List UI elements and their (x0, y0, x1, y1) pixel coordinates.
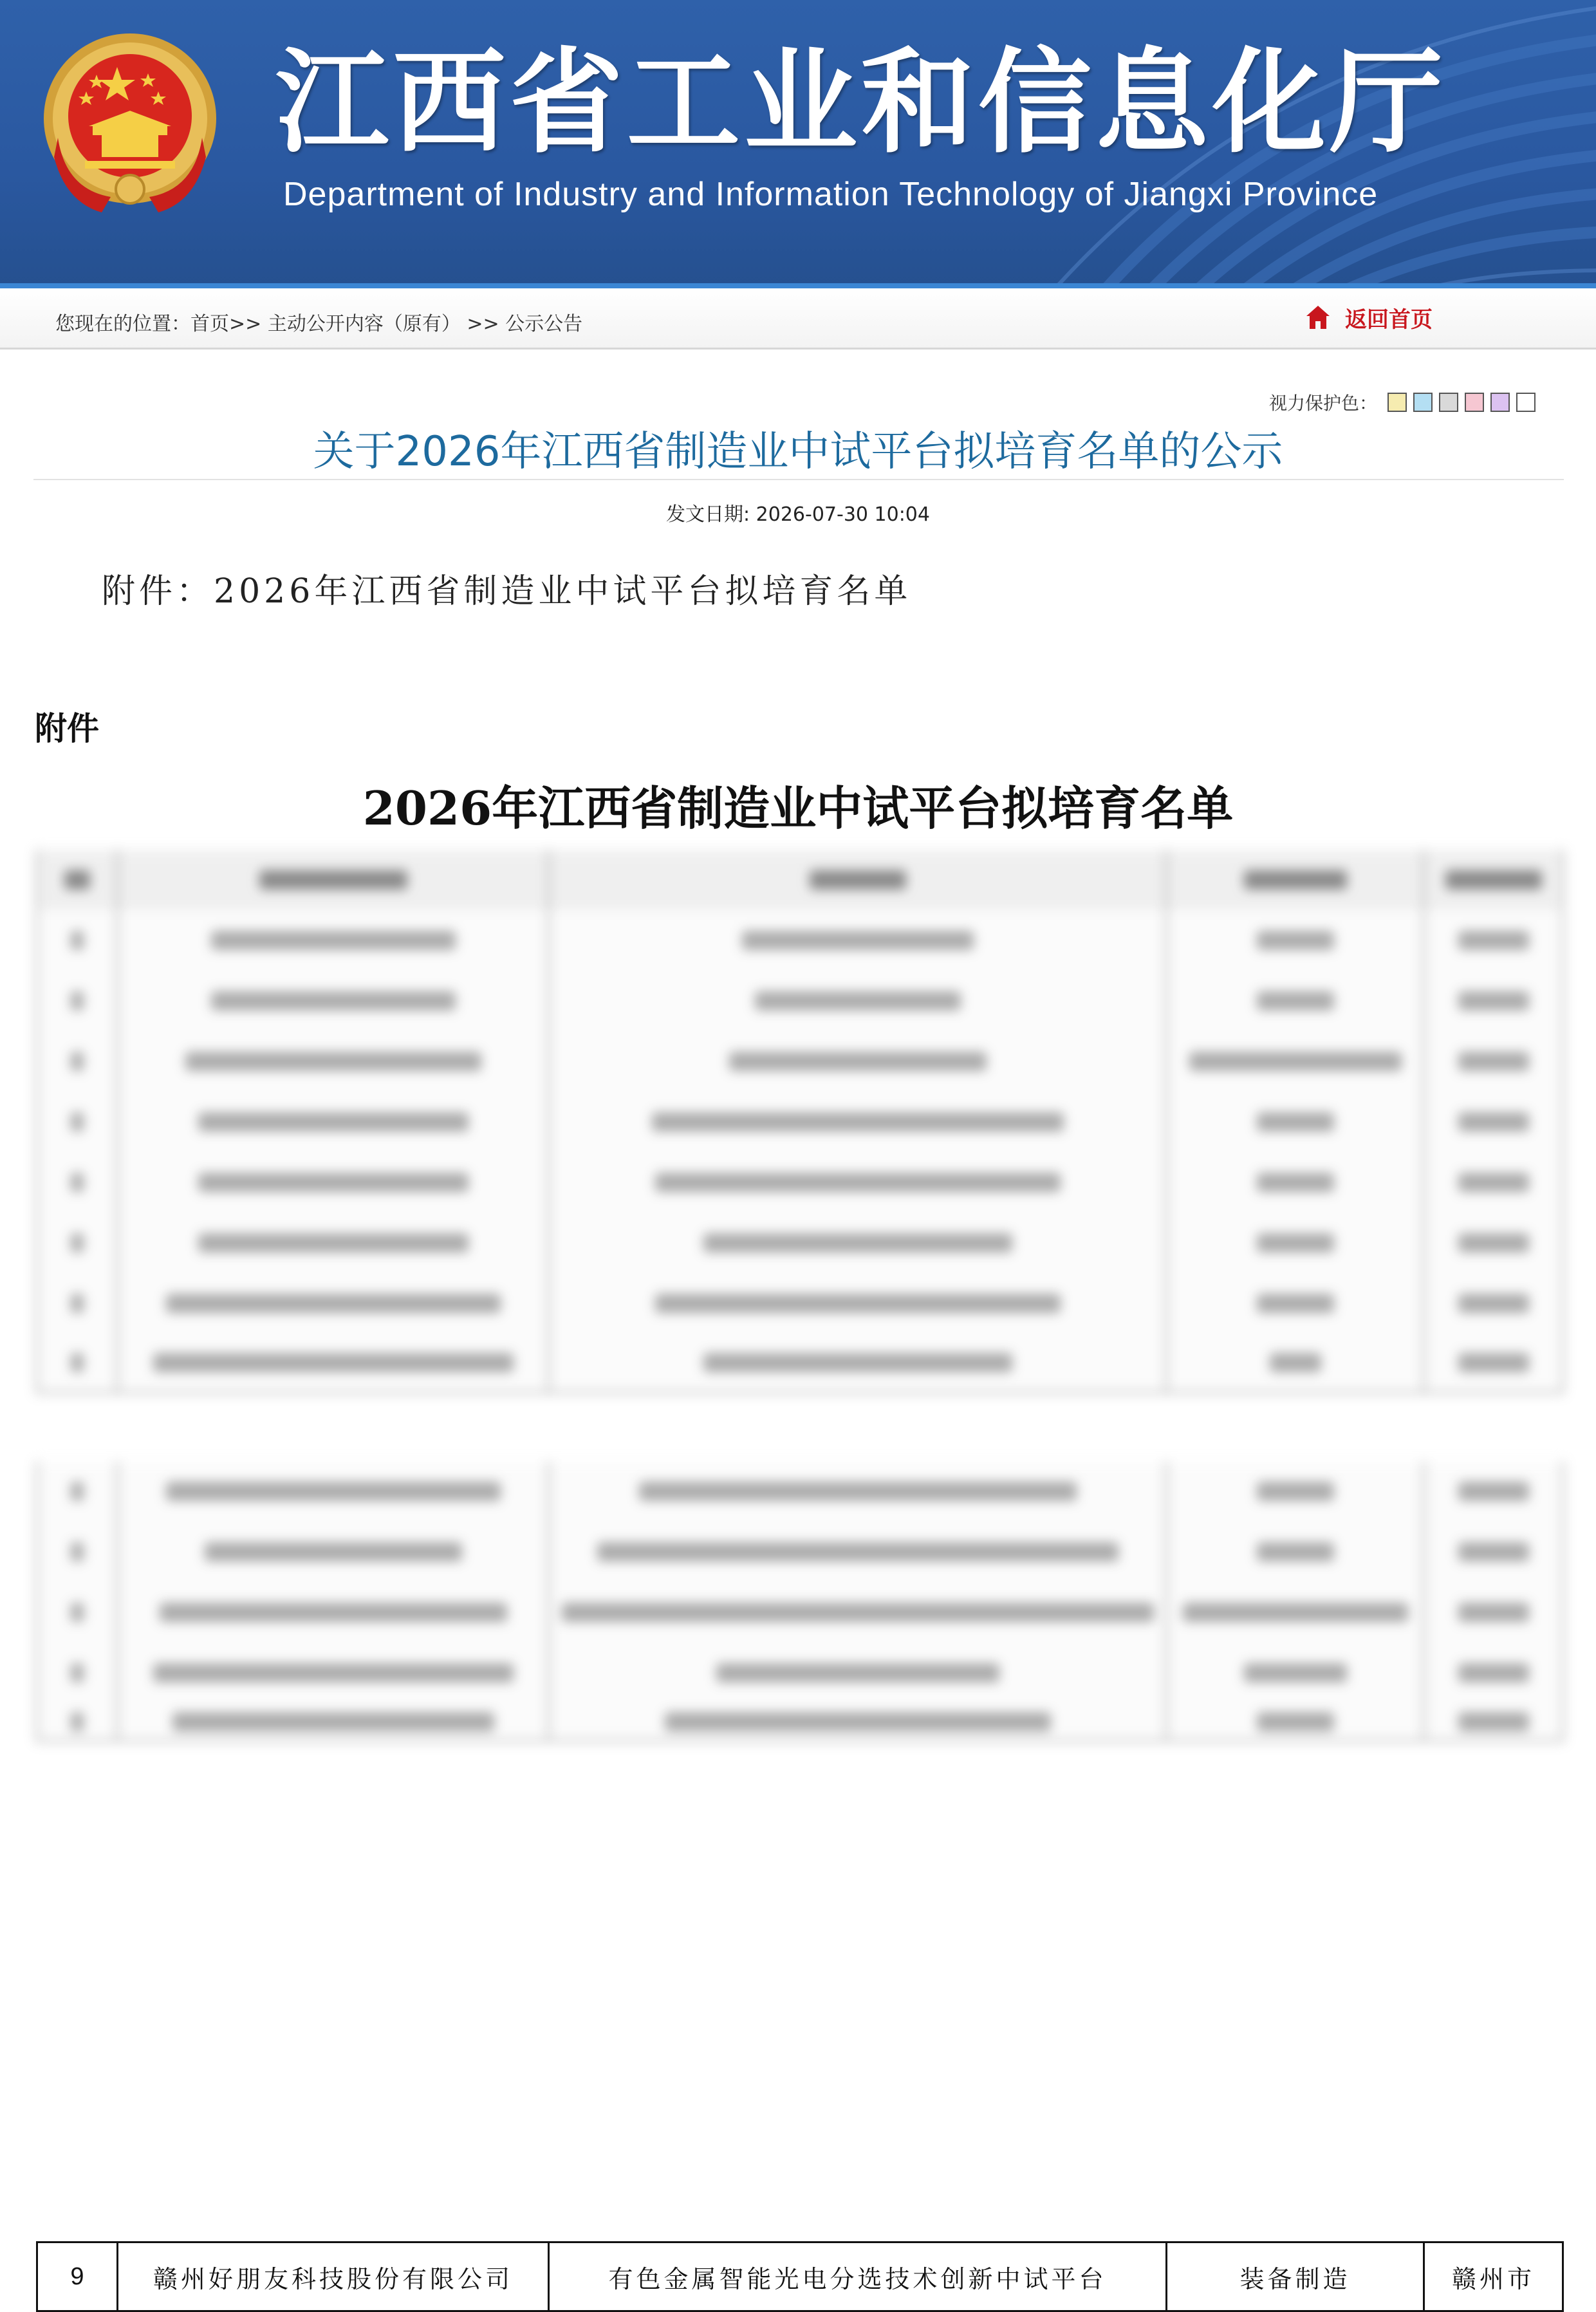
obscured-text (1458, 931, 1529, 950)
obscured-text (1458, 1112, 1529, 1132)
obscured-text (1458, 1542, 1529, 1562)
obscured-text (1458, 1482, 1529, 1501)
obscured-text (1183, 1603, 1408, 1622)
return-home-label: 返回首页 (1345, 306, 1433, 333)
table-row (36, 971, 1564, 1033)
obscured-text (71, 1712, 84, 1731)
table-cell (36, 971, 118, 1031)
obscured-text (153, 1353, 514, 1372)
table-cell (550, 1152, 1167, 1213)
table-row (36, 1273, 1564, 1336)
obscured-text (71, 1603, 84, 1622)
obscured-text (211, 991, 456, 1011)
eye-protection-selector (1269, 390, 1536, 415)
obscured-text (655, 1294, 1061, 1313)
table-cell (1167, 1703, 1425, 1740)
obscured-text (1458, 1233, 1529, 1253)
return-home-link[interactable] (1305, 303, 1433, 332)
table-cell (36, 1092, 118, 1152)
table-cell (118, 1031, 550, 1092)
article-title: 关于2026年江西省制造业中试平台拟培育名单的公示 (313, 428, 1283, 476)
obscured-text (1458, 1663, 1529, 1683)
obscured-text (71, 1173, 84, 1192)
table-cell (1167, 850, 1425, 910)
table-cell (1425, 971, 1564, 1031)
obscured-text (1458, 1603, 1529, 1622)
swatch-blue[interactable] (1413, 393, 1433, 412)
obscured-text (71, 1353, 84, 1372)
obscured-text (742, 931, 974, 950)
table-cell (550, 1031, 1167, 1092)
site-title: 江西省工业和信息化厅 (275, 37, 1447, 169)
table-cell (36, 910, 118, 971)
obscured-text (1257, 991, 1334, 1011)
obscured-text (1458, 1712, 1529, 1731)
table-cell (1167, 1213, 1425, 1273)
table-row (36, 1152, 1564, 1215)
obscured-text (1458, 991, 1529, 1011)
obscured-text (160, 1603, 507, 1622)
table-row (36, 1643, 1564, 1705)
obscured-text (166, 1294, 501, 1313)
obscured-text (703, 1353, 1012, 1372)
obscured-text (1458, 1353, 1529, 1372)
table-row (36, 1522, 1564, 1584)
table-cell (550, 910, 1167, 971)
obscured-text (71, 1233, 84, 1253)
cell-platform: 有色金属智能光电分选技术创新中试平台 (550, 2243, 1167, 2310)
table-cell (36, 1643, 118, 1703)
table-row (36, 1703, 1564, 1742)
attachment-link[interactable]: 附件：2026年江西省制造业中试平台拟培育名单 (102, 572, 912, 611)
table-cell (550, 971, 1167, 1031)
table-cell (118, 910, 550, 971)
swatch-gray[interactable] (1439, 393, 1458, 412)
table-header-row (36, 850, 1564, 912)
obscured-text (1257, 1482, 1334, 1501)
table-cell (1167, 971, 1425, 1031)
breadcrumb-bar (0, 288, 1596, 350)
candidate-table (36, 850, 1564, 2293)
table-cell (1425, 1334, 1564, 1392)
cell-company: 赣州好朋友科技股份有限公司 (118, 2243, 550, 2310)
header-banner (0, 0, 1596, 288)
obscured-text (71, 1294, 84, 1313)
table-cell (550, 1703, 1167, 1740)
table-cell (550, 1582, 1167, 1643)
banner-bottom-strip (0, 283, 1596, 288)
national-emblem-logo (40, 28, 220, 221)
table-cell (118, 1092, 550, 1152)
obscured-text (1244, 870, 1347, 890)
table-cell (1167, 1522, 1425, 1582)
table-cell (118, 1273, 550, 1334)
table-cell (1425, 1582, 1564, 1643)
table-cell (1425, 1703, 1564, 1740)
table-cell (1425, 1522, 1564, 1582)
breadcrumb (55, 308, 582, 336)
publish-date: 发文日期: 2026-07-30 10:04 (666, 503, 930, 526)
eye-protection-label: 视力保护色： (1269, 393, 1378, 414)
obscured-text (652, 1112, 1064, 1132)
table-cell (550, 850, 1167, 910)
table-cell (36, 1334, 118, 1392)
obscured-text (1257, 1542, 1334, 1562)
obscured-text (1270, 1353, 1321, 1372)
table-cell (1167, 1461, 1425, 1522)
table-cell (1167, 1582, 1425, 1643)
site-subtitle: Department of Industry and Information Technology of Jiangxi Province (283, 176, 1378, 213)
obscured-text (153, 1663, 514, 1683)
table-row (36, 1031, 1564, 1094)
table-cell (118, 1522, 550, 1582)
table-cell (118, 1643, 550, 1703)
obscured-text (71, 931, 84, 950)
obscured-text (639, 1482, 1077, 1501)
obscured-text (716, 1663, 999, 1683)
breadcrumb-prefix: 您现在的位置： (55, 313, 190, 335)
obscured-text (1257, 931, 1334, 950)
table-cell (118, 1582, 550, 1643)
obscured-text (755, 991, 961, 1011)
table-cell (1167, 910, 1425, 971)
swatch-purple[interactable] (1490, 393, 1510, 412)
obscured-text (703, 1233, 1012, 1253)
obscured-text (71, 1542, 84, 1562)
table-row (36, 1461, 1564, 1524)
attachment-label: 附件 (35, 710, 99, 747)
obscured-text (198, 1233, 469, 1253)
table-row-highlighted (36, 2241, 1564, 2312)
breadcrumb-link-home[interactable]: 首页 (190, 313, 229, 335)
obscured-text (655, 1173, 1061, 1192)
obscured-text (166, 1482, 501, 1501)
obscured-text (198, 1173, 469, 1192)
table-cell (1167, 1273, 1425, 1334)
obscured-text (198, 1112, 469, 1132)
obscured-text (71, 991, 84, 1011)
swatch-white[interactable] (1516, 393, 1536, 412)
table-row (36, 1334, 1564, 1394)
obscured-text (64, 870, 90, 890)
obscured-text (729, 1052, 987, 1071)
breadcrumb-separator: >> (229, 313, 262, 335)
table-cell (1425, 1273, 1564, 1334)
obscured-text (1257, 1233, 1334, 1253)
table-cell (1167, 1643, 1425, 1703)
obscured-text (597, 1542, 1118, 1562)
obscured-text (1257, 1294, 1334, 1313)
obscured-text (562, 1603, 1154, 1622)
table-cell (118, 1461, 550, 1522)
obscured-text (172, 1712, 494, 1731)
swatch-yellow[interactable] (1387, 393, 1407, 412)
obscured-text (71, 1482, 84, 1501)
obscured-text (71, 1663, 84, 1683)
table-cell (36, 1522, 118, 1582)
obscured-text (1458, 1294, 1529, 1313)
table-cell (1167, 1152, 1425, 1213)
obscured-text (71, 1052, 84, 1071)
table-cell (36, 1461, 118, 1522)
breadcrumb-separator: >> (460, 313, 506, 335)
obscured-text (1458, 1173, 1529, 1192)
table-cell (36, 1582, 118, 1643)
table-cell (550, 1522, 1167, 1582)
table-cell (1425, 910, 1564, 971)
table-row (36, 1213, 1564, 1275)
table-row (36, 1092, 1564, 1154)
cell-field: 装备制造 (1167, 2243, 1425, 2310)
table-cell (550, 1643, 1167, 1703)
table-cell (550, 1334, 1167, 1392)
table-cell (36, 1273, 118, 1334)
table-cell (1425, 1092, 1564, 1152)
title-divider (33, 479, 1564, 480)
table-cell (1167, 1092, 1425, 1152)
obscured-text (1244, 1663, 1347, 1683)
obscured-text (1445, 870, 1542, 890)
table-cell (1425, 1643, 1564, 1703)
cell-city: 赣州市 (1425, 2243, 1564, 2310)
obscured-text (665, 1712, 1051, 1731)
table-cell (118, 850, 550, 910)
obscured-text (71, 1112, 84, 1132)
cell-index: 9 (36, 2243, 118, 2310)
table-cell (550, 1092, 1167, 1152)
table-cell (1425, 850, 1564, 910)
table-cell (36, 850, 118, 910)
breadcrumb-link-public-content[interactable]: 主动公开内容（原有） (261, 313, 461, 335)
table-cell (36, 1031, 118, 1092)
obscured-text (1189, 1052, 1402, 1071)
table-cell (36, 1213, 118, 1273)
table-cell (118, 1213, 550, 1273)
obscured-text (211, 931, 456, 950)
table-cell (118, 971, 550, 1031)
table-cell (1425, 1031, 1564, 1092)
home-icon (1305, 304, 1331, 330)
table-row (36, 1582, 1564, 1645)
table-cell (550, 1213, 1167, 1273)
obscured-text (1458, 1052, 1529, 1071)
obscured-text (259, 870, 407, 890)
table-cell (1425, 1461, 1564, 1522)
obscured-text (1257, 1712, 1334, 1731)
table-cell (1167, 1031, 1425, 1092)
list-title: 2026年江西省制造业中试平台拟培育名单 (362, 781, 1234, 835)
table-cell (118, 1703, 550, 1740)
obscured-text (205, 1542, 462, 1562)
swatch-pink[interactable] (1465, 393, 1484, 412)
table-cell (1167, 1334, 1425, 1392)
table-cell (118, 1152, 550, 1213)
table-cell (1425, 1213, 1564, 1273)
table-cell (36, 1152, 118, 1213)
table-cell (1425, 1152, 1564, 1213)
table-cell (36, 1703, 118, 1740)
obscured-text (1257, 1112, 1334, 1132)
table-row (36, 910, 1564, 973)
obscured-text (1257, 1173, 1334, 1192)
table-cell (118, 1334, 550, 1392)
table-cell (550, 1273, 1167, 1334)
breadcrumb-link-announcements[interactable]: 公示公告 (505, 313, 583, 335)
table-cell (550, 1461, 1167, 1522)
obscured-text (810, 870, 906, 890)
obscured-text (185, 1052, 481, 1071)
